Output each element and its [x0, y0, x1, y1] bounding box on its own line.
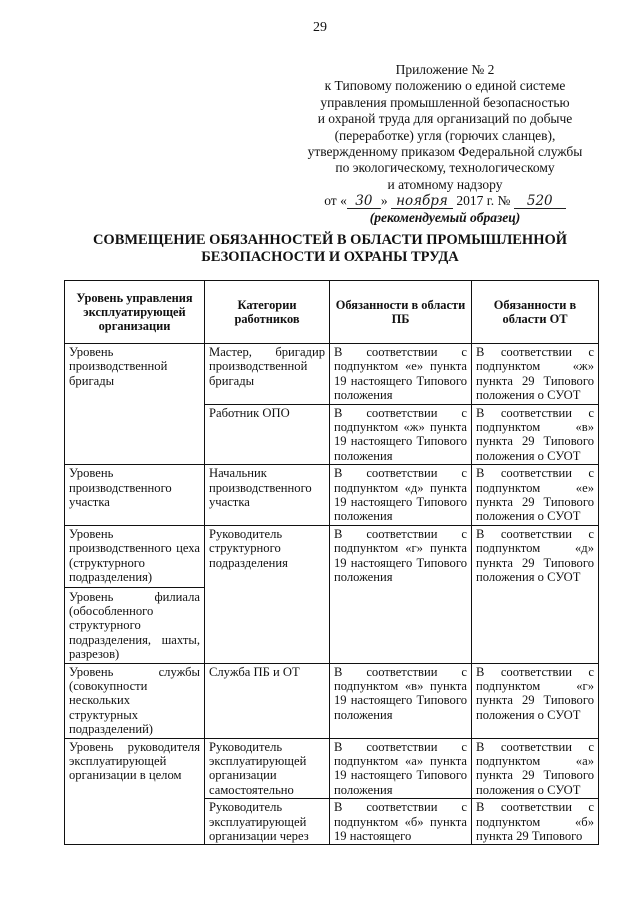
appendix-line: управления промышленной безопасностью: [320, 94, 570, 110]
cell-category: Руководитель эксплуатирующей организации через: [205, 799, 330, 845]
appendix-line: и атомному надзору: [387, 176, 503, 192]
table-row: [65, 465, 599, 526]
cell-level-stacked: [65, 525, 205, 663]
appendix-line: к Типовому положению о единой системе: [324, 78, 566, 94]
cell-ot: В соответствии с подпунктом «а» пункта 29 Типового положения о СУОТ: [472, 738, 599, 799]
appendix-line: и охраной труда для организаций по добыче: [317, 111, 573, 127]
cell-category: Руководитель эксплуатирующей организации самостоятельно: [205, 738, 330, 799]
duties-table: [64, 280, 599, 845]
appendix-line: Приложение № 2: [395, 62, 495, 77]
page-number: 29: [313, 20, 327, 35]
recommended-note: (рекомендуемый образец): [369, 209, 521, 225]
cell-pb: В соответствии с подпунктом «ж» пункта 19 настоящего Типового положения: [330, 404, 472, 465]
appendix-line: утвержденному приказом Федеральной службы: [307, 144, 583, 160]
cell-level: Уровень производственного цеха (структурного подразделения): [65, 526, 204, 588]
cell-pb: В соответствии с подпунктом «д» пункта 19 настоящего Типового положения: [330, 465, 472, 526]
cell-category: Работник ОПО: [205, 404, 330, 465]
header-pb-duties: Обязанности в области ПБ: [330, 281, 472, 344]
appendix-line: по экологическому, технологическому: [335, 160, 555, 176]
order-prefix: от «: [324, 193, 347, 209]
handwritten-day: 30: [347, 195, 381, 209]
title-line-1: СОВМЕЩЕНИЕ ОБЯЗАННОСТЕЙ В ОБЛАСТИ ПРОМЫШЛЕННОЙ: [92, 232, 568, 248]
cell-ot: В соответствии с подпунктом «б» пункта 29 Типового: [472, 799, 599, 845]
cell-category: Начальник производственного участка: [205, 465, 330, 526]
table-row: [65, 344, 599, 405]
cell-ot: В соответствии с подпунктом «в» пункта 29 Типового положения о СУОТ: [472, 404, 599, 465]
cell-pb: В соответствии с подпунктом «б» пункта 19 настоящего: [330, 799, 472, 845]
table-row: [65, 663, 599, 738]
cell-pb: В соответствии с подпунктом «в» пункта 19 настоящего Типового положения: [330, 663, 472, 738]
cell-ot: В соответствии с подпунктом «д» пункта 29 Типового положения о СУОТ: [472, 525, 599, 663]
order-mid: »: [380, 193, 391, 209]
cell-pb: В соответствии с подпунктом «е» пункта 19 настоящего Типового положения: [330, 344, 472, 405]
cell-level: Уровень производственного участка: [65, 465, 205, 526]
cell-ot: В соответствии с подпунктом «е» пункта 29 Типового положения о СУОТ: [472, 465, 599, 526]
appendix-line: (переработке) угля (горючих сланцев),: [334, 127, 556, 143]
order-year: 2017 г. №: [452, 193, 514, 209]
table-header-row: [65, 281, 599, 344]
handwritten-month: ноября: [391, 195, 453, 209]
cell-category: Руководитель структурного подразделения: [205, 525, 330, 663]
header-ot-duties: Обязанности в области ОТ: [472, 281, 599, 344]
handwritten-order-number: 520: [514, 195, 566, 209]
appendix-block: [290, 62, 600, 226]
order-date-line: [290, 193, 600, 209]
document-title: [60, 232, 600, 266]
header-category: Категории работников: [205, 281, 330, 344]
title-line-2: БЕЗОПАСНОСТИ И ОХРАНЫ ТРУДА: [201, 249, 459, 265]
cell-ot: В соответствии с подпунктом «г» пункта 29 Типового положения о СУОТ: [472, 663, 599, 738]
cell-ot: В соответствии с подпунктом «ж» пункта 29 Типового положения о СУОТ: [472, 344, 599, 405]
cell-category: Служба ПБ и ОТ: [205, 663, 330, 738]
table-row: [65, 738, 599, 799]
table-row: [65, 525, 599, 663]
header-level: Уровень управления эксплуатирующей организации: [65, 281, 205, 344]
cell-pb: В соответствии с подпунктом «а» пункта 19 настоящего Типового положения: [330, 738, 472, 799]
cell-level: Уровень службы (совокупности нескольких структурных подразделений): [65, 663, 205, 738]
cell-category: Мастер, бригадир производственной бригады: [205, 344, 330, 405]
cell-level: Уровень руководителя эксплуатирующей организации в целом: [65, 738, 205, 845]
cell-level: Уровень производственной бригады: [65, 344, 205, 465]
cell-level-extra: Уровень филиала (обособленного структурного подразделения, шахты, разрезов): [69, 589, 200, 662]
cell-pb: В соответствии с подпунктом «г» пункта 19 настоящего Типового положения: [330, 525, 472, 663]
